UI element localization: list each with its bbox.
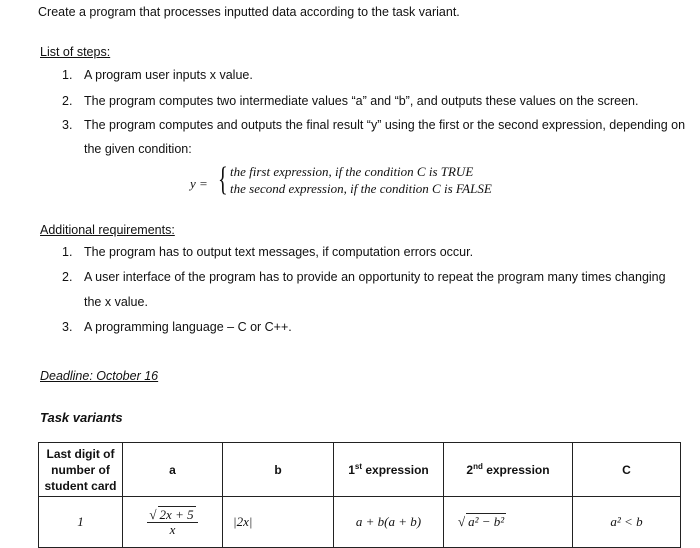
requirement-text: A programming language – C or C++. xyxy=(84,320,292,334)
step-text: The program computes and outputs the final result “y” using the first or the second expression, depending on xyxy=(84,118,686,132)
step-number: 1. xyxy=(62,68,73,82)
header-a: a xyxy=(123,443,223,497)
header-condition: C xyxy=(573,443,681,497)
requirement-number: 1. xyxy=(62,245,73,259)
formula-brace: { xyxy=(218,161,228,198)
requirement-item xyxy=(62,245,473,259)
requirement-item xyxy=(62,320,292,334)
requirement-text: A user interface of the program has to provide an opportunity to repeat the program many times changing xyxy=(84,270,666,284)
requirement-number: 2. xyxy=(62,270,73,284)
requirement-number: 3. xyxy=(62,320,73,334)
cell-a: $\frac{√ 2x + 5}{x}$ xyxy=(123,497,223,548)
cell-condition: a² < b xyxy=(573,497,681,548)
header-second-expression: 2nd expression xyxy=(444,443,573,497)
cell-first-expression: a + b(a + b) xyxy=(334,497,444,548)
header-first-expression: 1st expression xyxy=(334,443,444,497)
requirement-item xyxy=(62,270,666,284)
header-student-card: Last digit of number of student card xyxy=(39,443,123,497)
task-variants-table xyxy=(38,442,681,548)
steps-heading: List of steps: xyxy=(40,45,111,59)
step-item xyxy=(62,118,685,132)
formula-lhs: y = xyxy=(190,176,208,191)
step-number: 2. xyxy=(62,94,73,108)
formula-line-1: the first expression, if the condition C is TRUE xyxy=(230,164,474,179)
cell-b: |2x| xyxy=(223,497,334,548)
cell-digit: 1 xyxy=(39,497,123,548)
requirement-text: The program has to output text messages, if computation errors occur. xyxy=(84,245,474,259)
cell-second-expression: √ a² − b² xyxy=(444,497,573,548)
step-text: The program computes two intermediate values “a” and “b”, and outputs these values on the screen. xyxy=(84,94,639,108)
step-number: 3. xyxy=(62,118,73,132)
table-row xyxy=(39,497,681,548)
deadline: Deadline: October 16 xyxy=(40,369,159,383)
table-header-row xyxy=(39,443,681,497)
header-b: b xyxy=(223,443,334,497)
step-text: A program user inputs x value. xyxy=(84,68,253,82)
step-text-continuation: the given condition: xyxy=(84,142,192,156)
step-item xyxy=(62,68,253,82)
requirement-text-continuation: the x value. xyxy=(84,295,148,309)
additional-heading: Additional requirements: xyxy=(40,223,175,237)
formula-line-2: the second expression, if the condition C is FALSE xyxy=(230,181,492,196)
step-item xyxy=(62,94,638,108)
intro-text: Create a program that processes inputted data according to the task variant. xyxy=(38,5,460,19)
task-variants-title: Task variants xyxy=(40,410,123,425)
